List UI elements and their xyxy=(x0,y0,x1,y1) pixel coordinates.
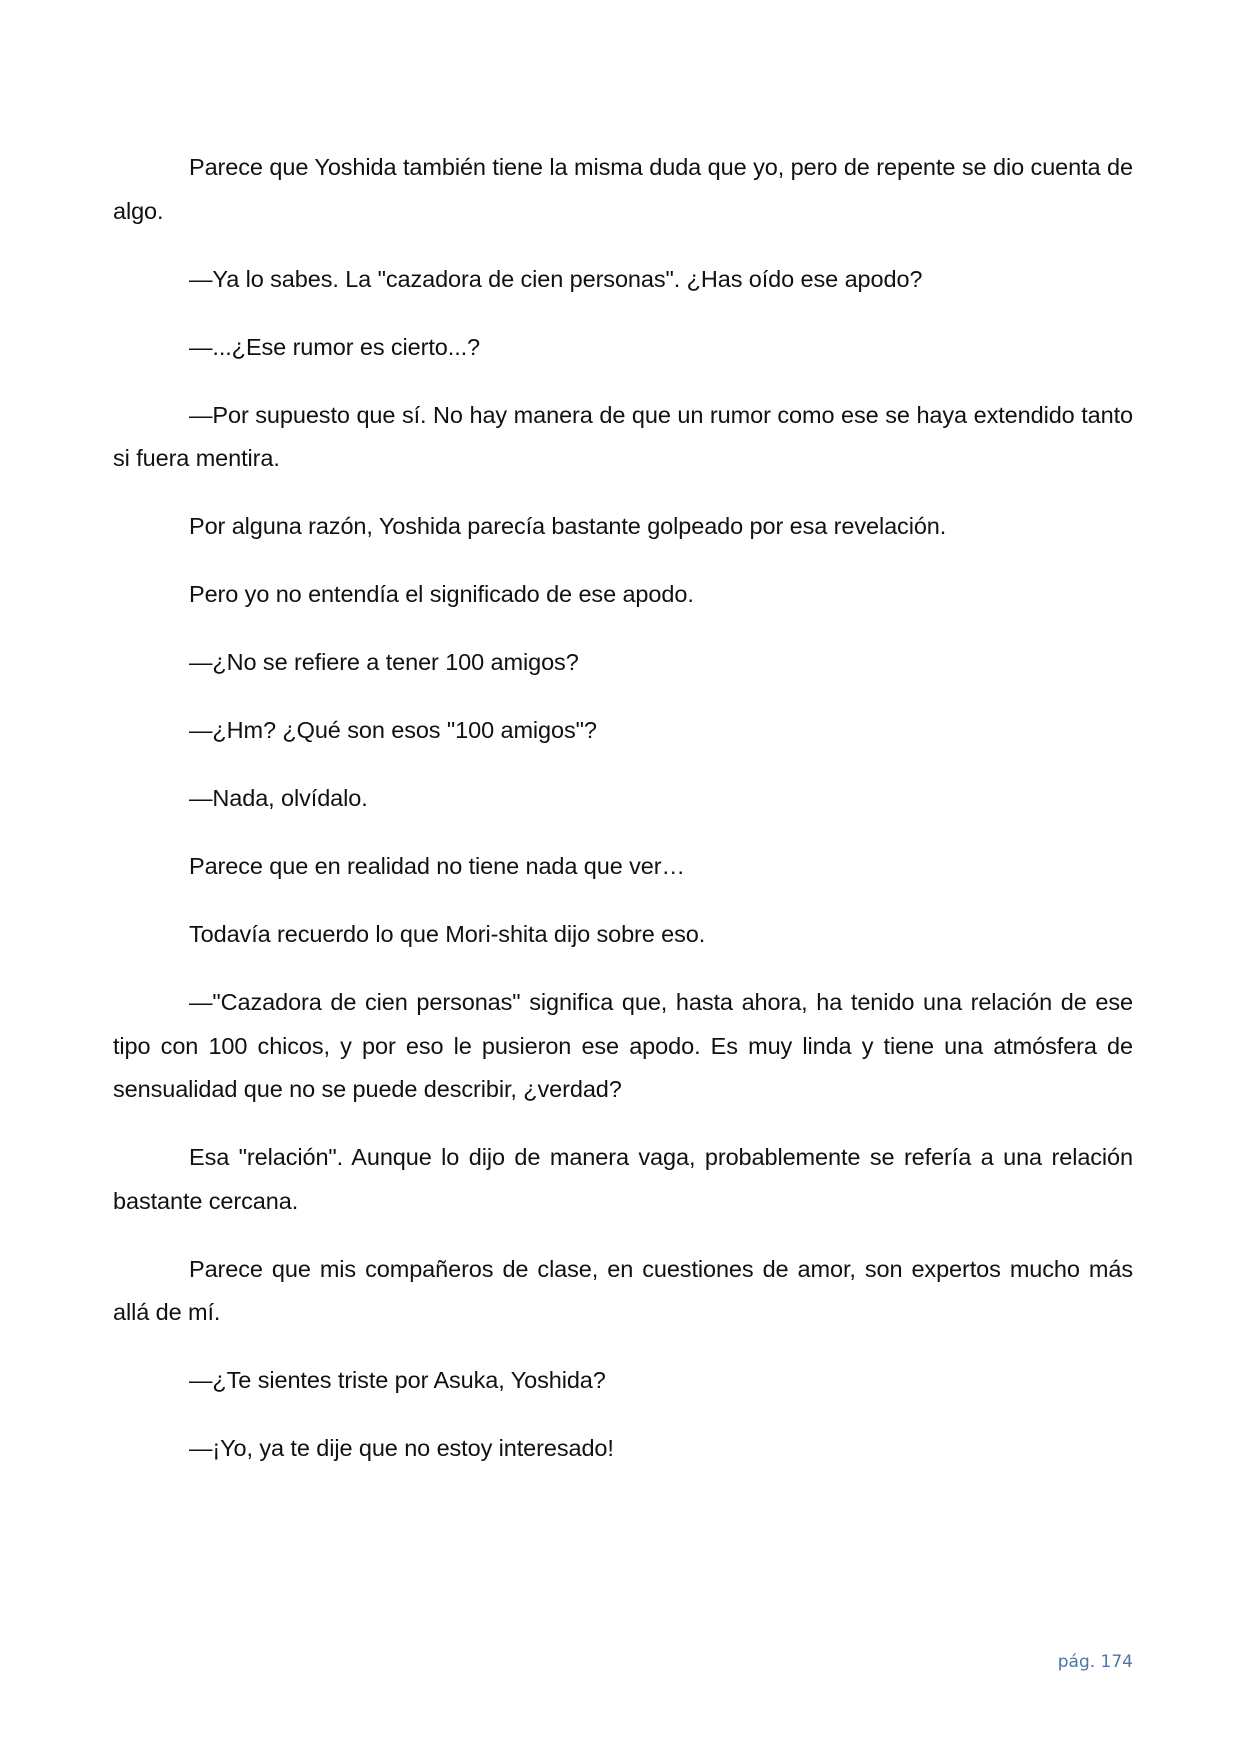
paragraph: Parece que Yoshida también tiene la misma duda que yo, pero de repente se dio cuenta de algo. xyxy=(113,154,1133,224)
paragraph: —Por supuesto que sí. No hay manera de que un rumor como ese se haya extendido tanto si fuera mentira. xyxy=(113,401,1133,471)
paragraph: Todavía recuerdo lo que Mori-shita dijo sobre eso. xyxy=(189,921,706,947)
paragraph: Por alguna razón, Yoshida parecía bastante golpeado por esa revelación. xyxy=(189,513,947,539)
paragraph: Pero yo no entendía el significado de ese apodo. xyxy=(189,581,694,607)
paragraph: Parece que en realidad no tiene nada que ver… xyxy=(189,853,685,879)
paragraph: —"Cazadora de cien personas" significa que, hasta ahora, ha tenido una relación de ese tipo con 100 chicos, y por eso le pusieron ese apodo. Es muy linda y tiene una atmósfera de sensualidad que no se puede describir, ¿verdad? xyxy=(113,989,1133,1102)
paragraph: —...¿Ese rumor es cierto...? xyxy=(189,333,481,360)
paragraph: Esa "relación". Aunque lo dijo de manera vaga, probablemente se refería a una relación bastante cercana. xyxy=(113,1144,1133,1214)
paragraph: —¿Hm? ¿Qué son esos "100 amigos"? xyxy=(189,717,597,743)
paragraph: —¡Yo, ya te dije que no estoy interesado! xyxy=(189,1435,614,1461)
document-body xyxy=(113,146,1133,1495)
page-number: pág. 174 xyxy=(1057,1652,1133,1672)
paragraph: Parece que mis compañeros de clase, en cuestiones de amor, son expertos mucho más allá de mí. xyxy=(113,1255,1133,1325)
paragraph: —Ya lo sabes. La "cazadora de cien personas". ¿Has oído ese apodo? xyxy=(189,265,923,292)
paragraph: —¿Te sientes triste por Asuka, Yoshida? xyxy=(189,1367,606,1393)
paragraph: —¿No se refiere a tener 100 amigos? xyxy=(189,649,579,675)
paragraph: —Nada, olvídalo. xyxy=(189,785,368,811)
